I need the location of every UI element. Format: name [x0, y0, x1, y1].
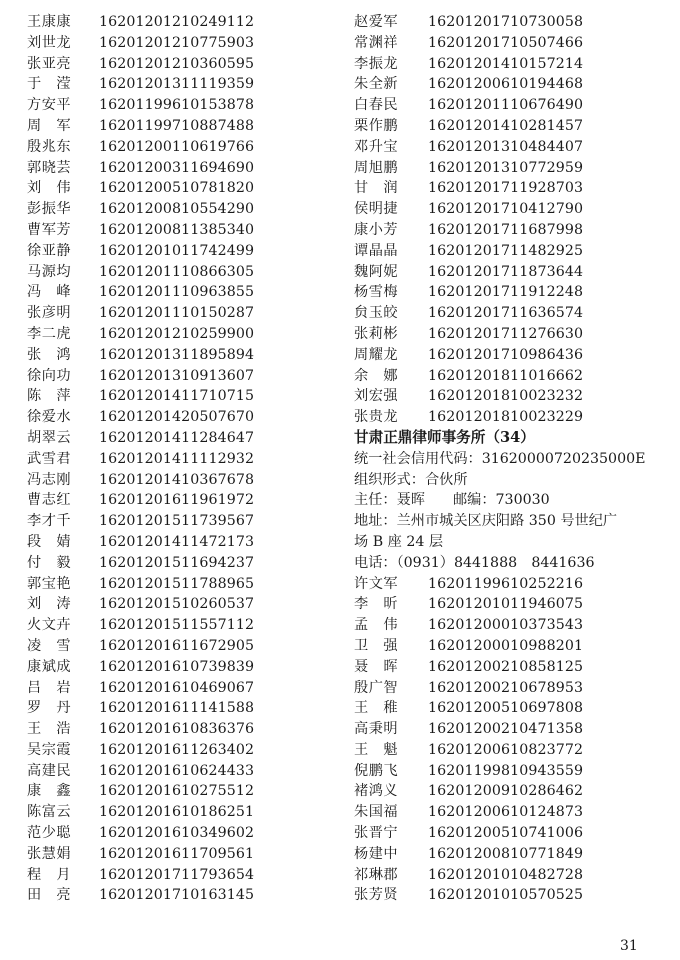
- lawyer-name: 郭晓芸: [27, 159, 72, 176]
- lawyer-entry: [27, 95, 327, 116]
- lawyer-name: 栗作鹏: [354, 117, 399, 134]
- lawyer-entry: [27, 428, 327, 449]
- lawyer-entry: [354, 178, 674, 199]
- license-number: 16201201010570525: [428, 887, 584, 904]
- lawyer-entry: [354, 262, 674, 283]
- license-number: 16201201411710715: [99, 388, 255, 405]
- license-number: 16201201510260537: [99, 596, 255, 613]
- license-number: 16201200610823772: [428, 741, 584, 758]
- license-number: 16201201410157214: [428, 55, 584, 72]
- license-number: 16201201710986436: [428, 346, 584, 363]
- license-number: 16201201310484407: [428, 138, 584, 155]
- license-number: 16201201420507670: [99, 409, 255, 426]
- lawyer-name: 康斌成: [27, 658, 72, 675]
- lawyer-entry: [27, 678, 327, 699]
- license-number: 16201201311119359: [99, 76, 255, 93]
- lawyer-entry: [27, 511, 327, 532]
- lawyer-name: 高秉明: [354, 721, 399, 738]
- left-column: [27, 12, 327, 906]
- lawyer-entry: [27, 262, 327, 283]
- lawyer-name: 杨雪梅: [354, 284, 399, 301]
- lawyer-name: 侯明捷: [354, 201, 399, 218]
- lawyer-entry: [27, 719, 327, 740]
- lawyer-name: 张晋宁: [354, 825, 399, 842]
- license-number: 16201201210775903: [99, 34, 255, 51]
- license-number: 16201201611263402: [99, 741, 255, 758]
- lawyer-entry: [354, 698, 674, 719]
- lawyer-name: 曹志红: [27, 492, 72, 509]
- license-number: 16201201610469067: [99, 679, 255, 696]
- license-number: 16201200610124873: [428, 804, 584, 821]
- lawyer-name: 朱全新: [354, 76, 399, 93]
- license-number: 16201200311694690: [99, 159, 255, 176]
- license-number: 16201200010373543: [428, 617, 584, 634]
- license-number: 16201201611961972: [99, 492, 255, 509]
- license-number: 16201200210678953: [428, 679, 584, 696]
- lawyer-entry: [27, 885, 327, 906]
- license-number: 16201201810023232: [428, 388, 584, 405]
- lawyer-name: 刘 伟: [27, 180, 72, 197]
- lawyer-name: 郭宝艳: [27, 575, 72, 592]
- lawyer-entry: [354, 781, 674, 802]
- lawyer-name: 刘世龙: [27, 34, 72, 51]
- license-number: 16201200510741006: [428, 825, 584, 842]
- lawyer-entry: [27, 407, 327, 428]
- license-number: 16201201110866305: [99, 263, 255, 280]
- lawyer-entry: [354, 241, 674, 262]
- lawyer-entry: [354, 657, 674, 678]
- license-number: 16201200010988201: [428, 637, 584, 654]
- lawyer-entry: [27, 615, 327, 636]
- license-number: 16201200110619766: [99, 138, 255, 155]
- lawyer-entry: [27, 220, 327, 241]
- license-number: 16201201610624433: [99, 762, 255, 779]
- lawyer-name: 殷广智: [354, 679, 399, 696]
- lawyer-name: 周旭鹏: [354, 159, 399, 176]
- lawyer-entry: [354, 636, 674, 657]
- lawyer-name: 王 魁: [354, 741, 399, 758]
- license-number: 16201201711276630: [428, 325, 584, 342]
- lawyer-name: 常渊祥: [354, 34, 399, 51]
- license-number: 16201201511788965: [99, 575, 255, 592]
- lawyer-name: 程 月: [27, 866, 72, 883]
- lawyer-entry: [354, 116, 674, 137]
- lawyer-name: 张彦明: [27, 305, 72, 322]
- license-number: 16201201811016662: [428, 367, 584, 384]
- lawyer-name: 聂 晖: [354, 658, 399, 675]
- lawyer-entry: [27, 33, 327, 54]
- license-number: 16201201110150287: [99, 305, 255, 322]
- license-number: 16201200810554290: [99, 201, 255, 218]
- license-number: 16201201110676490: [428, 97, 584, 114]
- lawyer-name: 邓升宝: [354, 138, 399, 155]
- lawyer-name: 杨建中: [354, 845, 399, 862]
- lawyer-entry: [27, 282, 327, 303]
- lawyer-entry: [354, 33, 674, 54]
- lawyer-name: 高建民: [27, 762, 72, 779]
- firm-phone: 电话：（0931）8441888 8441636: [354, 554, 595, 571]
- license-number: 16201201511557112: [99, 617, 255, 634]
- license-number: 16201201010482728: [428, 866, 584, 883]
- firm-director: 主任：聂晖: [354, 492, 425, 509]
- lawyer-name: 康小芳: [354, 221, 399, 238]
- lawyer-name: 余 娜: [354, 367, 399, 384]
- license-number: 16201201511694237: [99, 554, 255, 571]
- lawyer-entry: [354, 95, 674, 116]
- right-list-bottom: [354, 574, 674, 907]
- lawyer-name: 张莉彬: [354, 325, 399, 342]
- lawyer-name: 李二虎: [27, 325, 72, 342]
- lawyer-entry: [27, 178, 327, 199]
- lawyer-entry: [354, 802, 674, 823]
- license-number: 16201201611141588: [99, 700, 255, 717]
- lawyer-entry: [27, 490, 327, 511]
- lawyer-entry: [354, 324, 674, 345]
- lawyer-name: 田 亮: [27, 887, 72, 904]
- lawyer-entry: [27, 781, 327, 802]
- license-number: 16201201710730058: [428, 14, 584, 30]
- lawyer-name: 谭晶晶: [354, 242, 399, 259]
- lawyer-name: 张芳贤: [354, 887, 399, 904]
- lawyer-entry: [27, 553, 327, 574]
- lawyer-entry: [27, 199, 327, 220]
- lawyer-entry: [354, 740, 674, 761]
- license-number: 16201201610349602: [99, 825, 255, 842]
- lawyer-entry: [27, 303, 327, 324]
- lawyer-entry: [354, 594, 674, 615]
- lawyer-name: 曹军芳: [27, 221, 72, 238]
- license-number: 16201200210858125: [428, 658, 584, 675]
- lawyer-entry: [354, 615, 674, 636]
- license-number: 16201201711928703: [428, 180, 584, 197]
- lawyer-name: 白春民: [354, 97, 399, 114]
- license-number: 16201201711482925: [428, 242, 584, 259]
- lawyer-entry: [354, 282, 674, 303]
- lawyer-entry: [354, 865, 674, 886]
- license-number: 16201201411112932: [99, 450, 255, 467]
- lawyer-entry: [27, 574, 327, 595]
- lawyer-name: 李振龙: [354, 55, 399, 72]
- lawyer-entry: [27, 865, 327, 886]
- license-number: 16201199610153878: [99, 97, 255, 114]
- lawyer-entry: [354, 885, 674, 906]
- lawyer-name: 李才千: [27, 513, 72, 530]
- license-number: 16201201411284647: [99, 429, 255, 446]
- lawyer-entry: [27, 470, 327, 491]
- lawyer-entry: [27, 698, 327, 719]
- lawyer-entry: [27, 345, 327, 366]
- license-number: 16201200510697808: [428, 700, 584, 717]
- lawyer-name: 付 毅: [27, 554, 72, 571]
- license-number: 16201200811385340: [99, 221, 255, 238]
- lawyer-entry: [27, 241, 327, 262]
- lawyer-entry: [27, 137, 327, 158]
- firm-director-postcode: [354, 490, 674, 511]
- lawyer-name: 倪鹏飞: [354, 762, 399, 779]
- lawyer-name: 陈 萍: [27, 388, 72, 405]
- license-number: 16201200210471358: [428, 721, 584, 738]
- lawyer-entry: [27, 386, 327, 407]
- lawyer-entry: [354, 823, 674, 844]
- page-number: 31: [620, 938, 638, 954]
- license-number: 16201200910286462: [428, 783, 584, 800]
- lawyer-name: 朱国福: [354, 804, 399, 821]
- license-number: 16201201711793654: [99, 866, 255, 883]
- lawyer-name: 胡翠云: [27, 429, 72, 446]
- license-number: 16201201210360595: [99, 55, 255, 72]
- lawyer-name: 范少聪: [27, 825, 72, 842]
- license-number: 16201200810771849: [428, 845, 584, 862]
- lawyer-entry: [27, 12, 327, 33]
- lawyer-name: 王 浩: [27, 721, 72, 738]
- license-number: 16201201711636574: [428, 305, 584, 322]
- lawyer-entry: [354, 303, 674, 324]
- lawyer-entry: [27, 636, 327, 657]
- license-number: 16201199810943559: [428, 762, 584, 779]
- license-number: 16201201410367678: [99, 471, 255, 488]
- license-number: 16201201711873644: [428, 263, 584, 280]
- lawyer-entry: [354, 220, 674, 241]
- firm-postcode: 邮编：730030: [452, 492, 550, 509]
- lawyer-entry: [354, 719, 674, 740]
- lawyer-name: 张慧娟: [27, 845, 72, 862]
- lawyer-entry: [354, 54, 674, 75]
- license-number: 16201201610186251: [99, 804, 255, 821]
- lawyer-entry: [27, 532, 327, 553]
- lawyer-entry: [354, 407, 674, 428]
- lawyer-entry: [354, 137, 674, 158]
- license-number: 16201201610836376: [99, 721, 255, 738]
- lawyer-name: 徐向功: [27, 367, 72, 384]
- lawyer-entry: [354, 366, 674, 387]
- license-number: 16201201711912248: [428, 284, 584, 301]
- license-number: 16201200610194468: [428, 76, 584, 93]
- lawyer-entry: [354, 158, 674, 179]
- license-number: 16201201511739567: [99, 513, 255, 530]
- license-number: 16201201210259900: [99, 325, 255, 342]
- lawyer-name: 周耀龙: [354, 346, 399, 363]
- lawyer-entry: [27, 74, 327, 95]
- lawyer-name: 吕 岩: [27, 679, 72, 696]
- lawyer-name: 贠玉皎: [354, 305, 399, 322]
- lawyer-name: 康 鑫: [27, 783, 72, 800]
- lawyer-name: 冯志刚: [27, 471, 72, 488]
- license-number: 16201201610275512: [99, 783, 255, 800]
- lawyer-entry: [27, 116, 327, 137]
- lawyer-name: 张贵龙: [354, 409, 399, 426]
- lawyer-name: 祁琳郡: [354, 866, 399, 883]
- license-number: 16201201310772959: [428, 159, 584, 176]
- lawyer-name: 冯 峰: [27, 284, 72, 301]
- license-number: 16201201710507466: [428, 34, 584, 51]
- firm-credit-code: 统一社会信用代码：31620000720235000E: [354, 450, 646, 467]
- lawyer-name: 刘宏强: [354, 388, 399, 405]
- lawyer-name: 魏阿妮: [354, 263, 399, 280]
- lawyer-name: 甘 润: [354, 180, 399, 197]
- lawyer-name: 卫 强: [354, 637, 399, 654]
- lawyer-name: 徐爱水: [27, 409, 72, 426]
- license-number: 16201201710163145: [99, 887, 255, 904]
- lawyer-entry: [354, 386, 674, 407]
- lawyer-name: 张亚亮: [27, 55, 72, 72]
- lawyer-entry: [27, 54, 327, 75]
- lawyer-name: 殷兆东: [27, 138, 72, 155]
- license-number: 16201201011946075: [428, 596, 584, 613]
- lawyer-entry: [354, 761, 674, 782]
- lawyer-name: 陈富云: [27, 804, 72, 821]
- license-number: 16201201311895894: [99, 346, 255, 363]
- right-list-top: [354, 12, 674, 428]
- lawyer-name: 李 昕: [354, 596, 399, 613]
- license-number: 16201199610252216: [428, 575, 584, 592]
- lawyer-name: 罗 丹: [27, 700, 72, 717]
- license-number: 16201201011742499: [99, 242, 255, 259]
- license-number: 16201201410281457: [428, 117, 584, 134]
- right-column: [354, 12, 674, 906]
- lawyer-entry: [27, 740, 327, 761]
- lawyer-entry: [354, 12, 674, 33]
- lawyer-entry: [27, 657, 327, 678]
- lawyer-name: 于 滢: [27, 76, 72, 93]
- lawyer-name: 刘 涛: [27, 596, 72, 613]
- license-number: 16201199710887488: [99, 117, 255, 134]
- license-number: 16201201611672905: [99, 637, 255, 654]
- lawyer-name: 王康康: [27, 14, 72, 30]
- license-number: 16201201711687998: [428, 221, 584, 238]
- lawyer-entry: [354, 345, 674, 366]
- lawyer-entry: [27, 594, 327, 615]
- license-number: 16201201710412790: [428, 201, 584, 218]
- lawyer-name: 吴宗霞: [27, 741, 72, 758]
- lawyer-entry: [27, 158, 327, 179]
- lawyer-name: 王 稚: [354, 700, 399, 717]
- lawyer-name: 马源均: [27, 263, 72, 280]
- lawyer-entry: [354, 74, 674, 95]
- lawyer-name: 周 军: [27, 117, 72, 134]
- lawyer-entry: [354, 574, 674, 595]
- license-number: 16201201810023229: [428, 409, 584, 426]
- lawyer-entry: [354, 678, 674, 699]
- lawyer-entry: [27, 366, 327, 387]
- lawyer-name: 方安平: [27, 97, 72, 114]
- lawyer-name: 彭振华: [27, 201, 72, 218]
- license-number: 16201201610739839: [99, 658, 255, 675]
- lawyer-entry: [27, 324, 327, 345]
- lawyer-name: 褚鸿义: [354, 783, 399, 800]
- license-number: 16201201411472173: [99, 533, 255, 550]
- license-number: 16201201110963855: [99, 284, 255, 301]
- lawyer-entry: [27, 449, 327, 470]
- lawyer-name: 徐亚静: [27, 242, 72, 259]
- license-number: 16201201310913607: [99, 367, 255, 384]
- lawyer-name: 张 鸿: [27, 346, 72, 363]
- lawyer-entry: [27, 844, 327, 865]
- lawyer-name: 段 婧: [27, 533, 72, 550]
- lawyer-name: 许文军: [354, 575, 399, 592]
- lawyer-entry: [354, 199, 674, 220]
- lawyer-name: 武雪君: [27, 450, 72, 467]
- firm-address-line1: 地址：兰州市城关区庆阳路 350 号世纪广: [354, 513, 618, 530]
- lawyer-name: 孟 伟: [354, 617, 399, 634]
- lawyer-name: 火文卉: [27, 617, 72, 634]
- firm-title: 甘肃正鼎律师事务所（34）: [354, 428, 535, 446]
- firm-address-line2: 场 B 座 24 层: [354, 533, 444, 550]
- lawyer-entry: [27, 761, 327, 782]
- license-number: 16201200510781820: [99, 180, 255, 197]
- license-number: 16201201210249112: [99, 14, 255, 30]
- firm-org-form: 组织形式：合伙所: [354, 471, 468, 488]
- lawyer-entry: [27, 823, 327, 844]
- license-number: 16201201611709561: [99, 845, 255, 862]
- lawyer-name: 赵爱军: [354, 14, 399, 30]
- lawyer-name: 凌 雪: [27, 637, 72, 654]
- lawyer-entry: [354, 844, 674, 865]
- lawyer-entry: [27, 802, 327, 823]
